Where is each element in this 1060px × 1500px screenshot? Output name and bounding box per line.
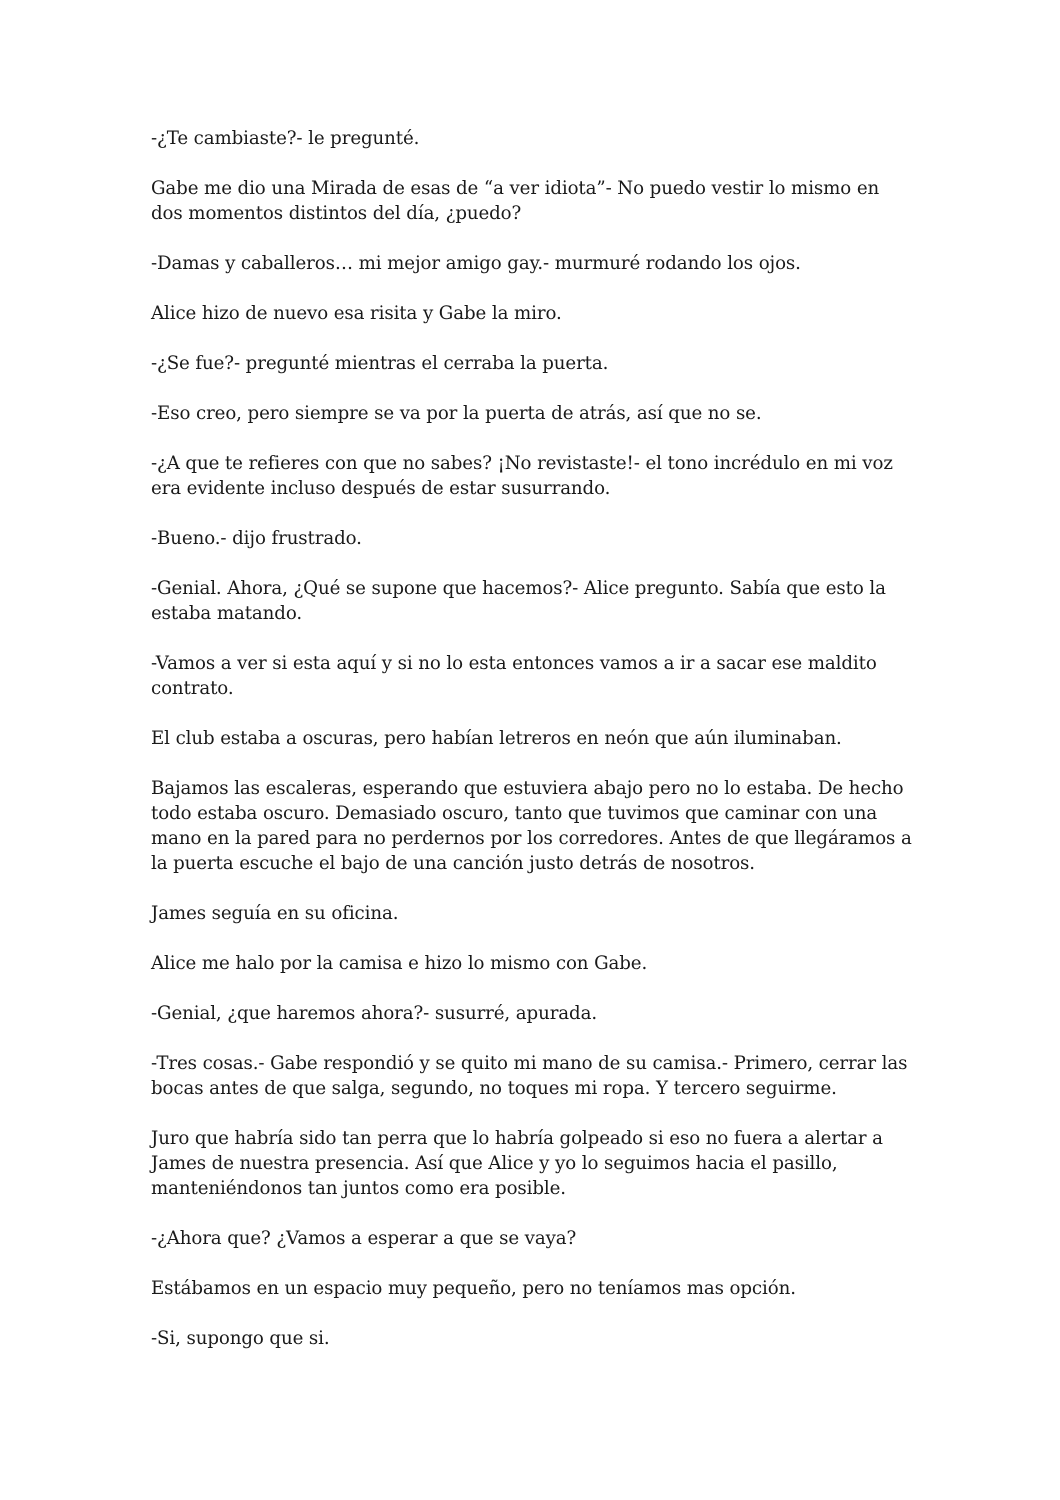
paragraph: El club estaba a oscuras, pero habían letreros en neón que aún iluminaban. <box>151 728 842 749</box>
paragraph: -Genial. Ahora, ¿Qué se supone que hacemos?- Alice pregunto. Sabía que esto la estaba matando. <box>151 578 886 624</box>
paragraph: -Genial, ¿que haremos ahora?- susurré, apurada. <box>151 1003 598 1024</box>
paragraph: Estábamos en un espacio muy pequeño, pero no teníamos mas opción. <box>151 1278 796 1299</box>
paragraph: -Eso creo, pero siempre se va por la puerta de atrás, así que no se. <box>151 403 762 424</box>
paragraph: -Bueno.- dijo frustrado. <box>151 528 362 549</box>
paragraph: James seguía en su oficina. <box>151 903 399 924</box>
paragraph: -Tres cosas.- Gabe respondió y se quito mi mano de su camisa.- Primero, cerrar las bocas antes de que salga, segundo, no toques mi ropa. Y tercero seguirme. <box>151 1053 908 1099</box>
paragraph: Juro que habría sido tan perra que lo habría golpeado si eso no fuera a alertar a James de nuestra presencia. Así que Alice y yo lo seguimos hacia el pasillo, manteniéndonos tan juntos como era posible. <box>151 1128 883 1199</box>
paragraph: -¿Se fue?- pregunté mientras el cerraba la puerta. <box>151 353 609 374</box>
paragraph: -¿Ahora que? ¿Vamos a esperar a que se vaya? <box>151 1228 577 1249</box>
paragraph: Gabe me dio una Mirada de esas de “a ver idiota”- No puedo vestir lo mismo en dos momentos distintos del día, ¿puedo? <box>151 178 880 224</box>
paragraph: Alice hizo de nuevo esa risita y Gabe la miro. <box>151 303 562 324</box>
paragraph: -¿Te cambiaste?- le pregunté. <box>151 128 420 149</box>
paragraph: Bajamos las escaleras, esperando que estuviera abajo pero no lo estaba. De hecho todo estaba oscuro. Demasiado oscuro, tanto que tuvimos que caminar con una mano en la pared para no perdernos por los corredores. Antes de que llegáramos a la puerta escuche el bajo de una canción justo detrás de nosotros. <box>151 778 912 874</box>
paragraph: Alice me halo por la camisa e hizo lo mismo con Gabe. <box>151 953 648 974</box>
paragraph: -¿A que te refieres con que no sabes? ¡No revistaste!- el tono incrédulo en mi voz era evidente incluso después de estar susurrando. <box>151 453 893 499</box>
paragraph: -Damas y caballeros… mi mejor amigo gay.- murmuré rodando los ojos. <box>151 253 801 274</box>
paragraph: -Si, supongo que si. <box>151 1328 330 1349</box>
document-body <box>151 126 916 1376</box>
paragraph: -Vamos a ver si esta aquí y si no lo esta entonces vamos a ir a sacar ese maldito contrato. <box>151 653 877 699</box>
